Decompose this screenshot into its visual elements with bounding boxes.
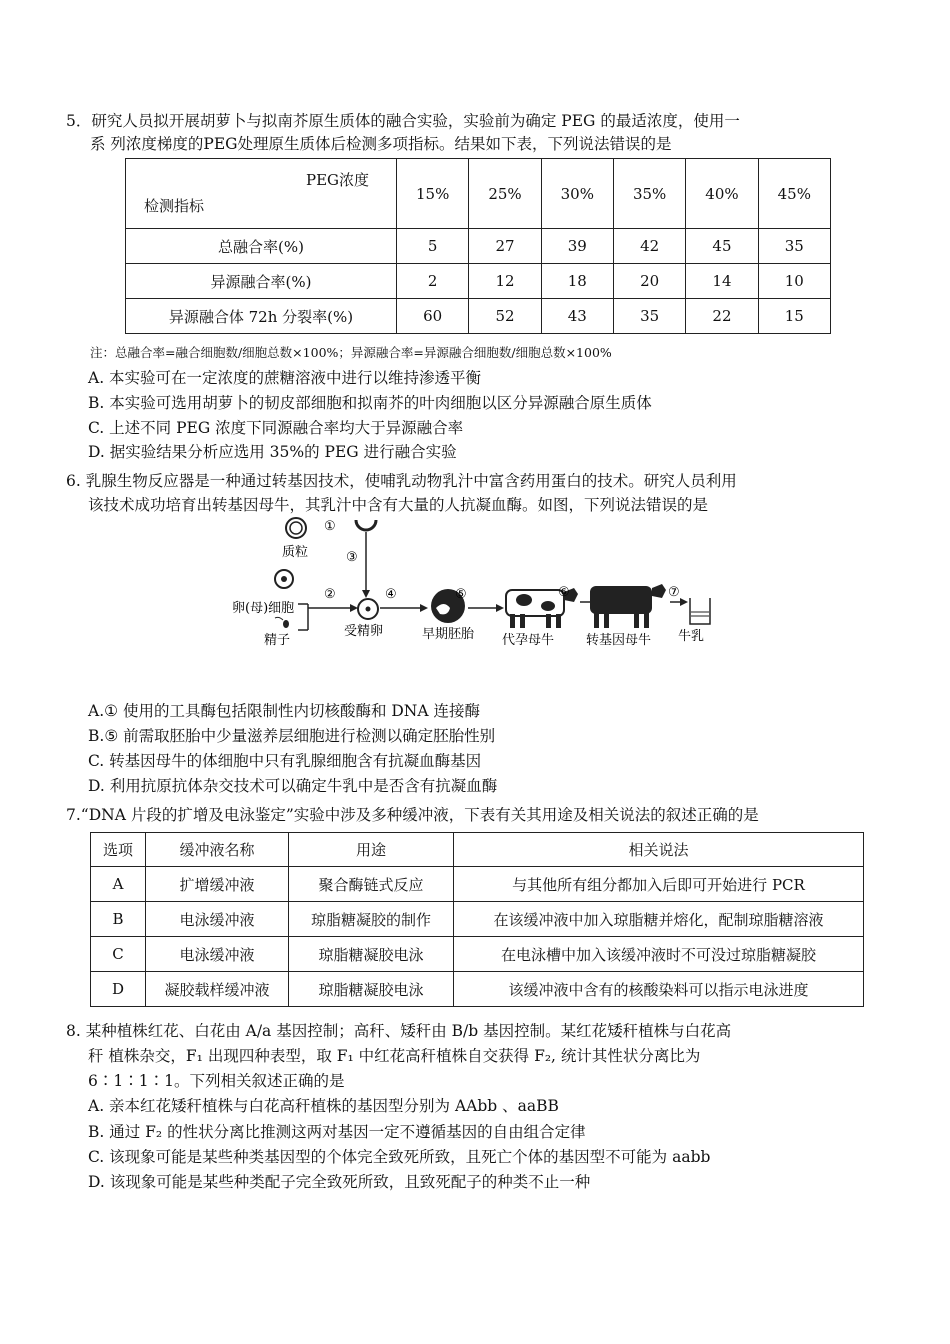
step-3-label: ③: [346, 550, 358, 565]
table-cell: 电泳缓冲液: [146, 937, 289, 972]
table-cell: C: [91, 937, 146, 972]
egg-label: 卵(母)细胞: [232, 601, 295, 616]
q6-stem-line1: 6. 乳腺生物反应器是一种通过转基因技术，使哺乳动物乳汁中富含药用蛋白的技术。研究人员利用: [66, 472, 737, 490]
table-cell: 2: [397, 264, 469, 299]
sperm-label: 精子: [264, 633, 291, 648]
corner-top-label: PEG浓度: [306, 171, 370, 189]
step-2-label: ②: [324, 587, 336, 602]
table-cell: 凝胶载样缓冲液: [146, 972, 289, 1007]
q6-option-b: B.⑤ 前需取胚胎中少量滋养层细胞进行检测以确定胚胎性别: [88, 727, 496, 745]
concentration-header: 45%: [758, 159, 830, 229]
sperm-icon: [275, 617, 289, 628]
table-cell: 该缓冲液中含有的核酸染料可以指示电泳进度: [454, 972, 864, 1007]
milk-label: 牛乳: [678, 629, 705, 644]
table-row: [126, 299, 831, 334]
concentration-header: 25%: [469, 159, 541, 229]
q7-stem: 7.“DNA 片段的扩增及电泳鉴定”实验中涉及多种缓冲液，下表有关其用途及相关说法的叙述正确的是: [66, 806, 759, 824]
table-cell: 扩增缓冲液: [146, 867, 289, 902]
plasmid-icon: [286, 518, 306, 538]
header-buffer-name: 缓冲液名称: [146, 833, 289, 867]
table-row: [126, 229, 831, 264]
corner-bottom-label: 检测指标: [144, 197, 205, 215]
q8-option-d: D. 该现象可能是某些种类配子完全致死所致，且致死配子的种类不止一种: [88, 1173, 591, 1191]
q8-option-a: A. 亲本红花矮秆植株与白花高秆植株的基因型分别为 AAbb 、aaBB: [88, 1097, 559, 1115]
q7-table: [90, 832, 864, 1007]
table-cell: 35: [758, 229, 830, 264]
q5-option-a: A. 本实验可在一定浓度的蔗糖溶液中进行以维持渗透平衡: [88, 369, 482, 387]
row-label: 异源融合率(%): [126, 264, 397, 299]
q8-option-c: C. 该现象可能是某些种类基因型的个体完全致死所致，且死亡个体的基因型不可能为 aabb: [88, 1148, 711, 1166]
table-cell: 20: [613, 264, 685, 299]
early-embryo-label: 早期胚胎: [422, 627, 475, 642]
table-cell: 琼脂糖凝胶电泳: [289, 937, 454, 972]
q5-table: [125, 158, 831, 334]
table-cell: 在该缓冲液中加入琼脂糖并熔化，配制琼脂糖溶液: [454, 902, 864, 937]
q6-option-a: A.① 使用的工具酶包括限制性内切核酸酶和 DNA 连接酶: [88, 702, 480, 720]
table-cell: 琼脂糖凝胶电泳: [289, 972, 454, 1007]
table-cell: 5: [397, 229, 469, 264]
q5-option-d: D. 据实验结果分析应选用 35%的 PEG 进行融合实验: [88, 443, 457, 461]
table-cell: 42: [613, 229, 685, 264]
table-cell: 12: [469, 264, 541, 299]
concentration-header: 35%: [613, 159, 685, 229]
table-cell: 18: [541, 264, 613, 299]
table-row: [126, 264, 831, 299]
q8-stem-line2: 秆 植株杂交，F₁ 出现四种表型，取 F₁ 中红花高秆植株自交获得 F₂, 统计其性状分离比为: [88, 1047, 701, 1065]
table-cell: 27: [469, 229, 541, 264]
header-option: 选项: [91, 833, 146, 867]
header-use: 用途: [289, 833, 454, 867]
table-row: [91, 937, 864, 972]
step-4-label: ④: [385, 587, 397, 602]
q5-stem-line1: 5．研究人员拟开展胡萝卜与拟南芥原生质体的融合实验，实验前为确定 PEG 的最适浓度，使用一: [66, 112, 740, 130]
table-cell: 35: [613, 299, 685, 334]
table-cell: 39: [541, 229, 613, 264]
fertilized-egg-icon: [358, 599, 378, 619]
concentration-header: 40%: [686, 159, 758, 229]
table-row: [91, 902, 864, 937]
table-corner-cell: [126, 159, 397, 229]
table-header-row: [91, 833, 864, 867]
table-cell: 电泳缓冲液: [146, 902, 289, 937]
q8-stem-line3: 6∶1∶1∶1。下列相关叙述正确的是: [88, 1072, 345, 1090]
milk-beaker-icon: [690, 598, 710, 624]
table-row: [91, 867, 864, 902]
egg-cell-icon: [275, 570, 293, 588]
table-cell: 10: [758, 264, 830, 299]
table-cell: B: [91, 902, 146, 937]
fertilized-egg-label: 受精卵: [344, 624, 384, 639]
q5-stem-line2: 系 列浓度梯度的PEG处理原生质体后检测多项指标。结果如下表，下列说法错误的是: [90, 135, 672, 153]
table-cell: 在电泳槽中加入该缓冲液时不可没过琼脂糖凝胶: [454, 937, 864, 972]
header-notes: 相关说法: [454, 833, 864, 867]
gene-fragment-icon: [356, 520, 376, 530]
table-cell: 43: [541, 299, 613, 334]
step-1-label: ①: [324, 519, 336, 534]
q5-note: 注：总融合率=融合细胞数/细胞总数×100%；异源融合率=异源融合细胞数/细胞总数×100%: [90, 345, 612, 360]
table-cell: 聚合酶链式反应: [289, 867, 454, 902]
step-6-label: ⑥: [558, 585, 570, 600]
step-7-label: ⑦: [668, 585, 680, 600]
table-cell: 15: [758, 299, 830, 334]
table-cell: 琼脂糖凝胶的制作: [289, 902, 454, 937]
surrogate-cow-label: 代孕母牛: [502, 633, 555, 648]
plasmid-label: 质粒: [282, 545, 309, 560]
q6-stem-line2: 该技术成功培育出转基因母牛，其乳汁中含有大量的人抗凝血酶。如图，下列说法错误的是: [88, 496, 709, 514]
table-cell: 与其他所有组分都加入后即可开始进行 PCR: [454, 867, 864, 902]
q8-stem-line1: 8. 某种植株红花、白花由 A/a 基因控制；高秆、矮秆由 B/b 基因控制。某红花矮秆植株与白花高: [66, 1022, 732, 1040]
table-cell: A: [91, 867, 146, 902]
table-cell: 14: [686, 264, 758, 299]
transgenic-cow-diagram: [228, 512, 718, 652]
q8-option-b: B. 通过 F₂ 的性状分离比推测这两对基因一定不遵循基因的自由组合定律: [88, 1123, 586, 1141]
row-label: 总融合率(%): [126, 229, 397, 264]
table-cell: 60: [397, 299, 469, 334]
transgenic-cow-label: 转基因母牛: [586, 633, 652, 648]
step-5-label: ⑤: [455, 587, 467, 602]
table-cell: 45: [686, 229, 758, 264]
q5-option-b: B. 本实验可选用胡萝卜的韧皮部细胞和拟南芥的叶肉细胞以区分异源融合原生质体: [88, 394, 652, 412]
q5-option-c: C. 上述不同 PEG 浓度下同源融合率均大于异源融合率: [88, 419, 464, 437]
table-cell: D: [91, 972, 146, 1007]
table-row: [91, 972, 864, 1007]
row-label: 异源融合体 72h 分裂率(%): [126, 299, 397, 334]
table-cell: 22: [686, 299, 758, 334]
concentration-header: 15%: [397, 159, 469, 229]
q6-option-d: D. 利用抗原抗体杂交技术可以确定牛乳中是否含有抗凝血酶: [88, 777, 498, 795]
q6-option-c: C. 转基因母牛的体细胞中只有乳腺细胞含有抗凝血酶基因: [88, 752, 482, 770]
concentration-header: 30%: [541, 159, 613, 229]
transgenic-cow-icon: [590, 584, 666, 628]
table-cell: 52: [469, 299, 541, 334]
